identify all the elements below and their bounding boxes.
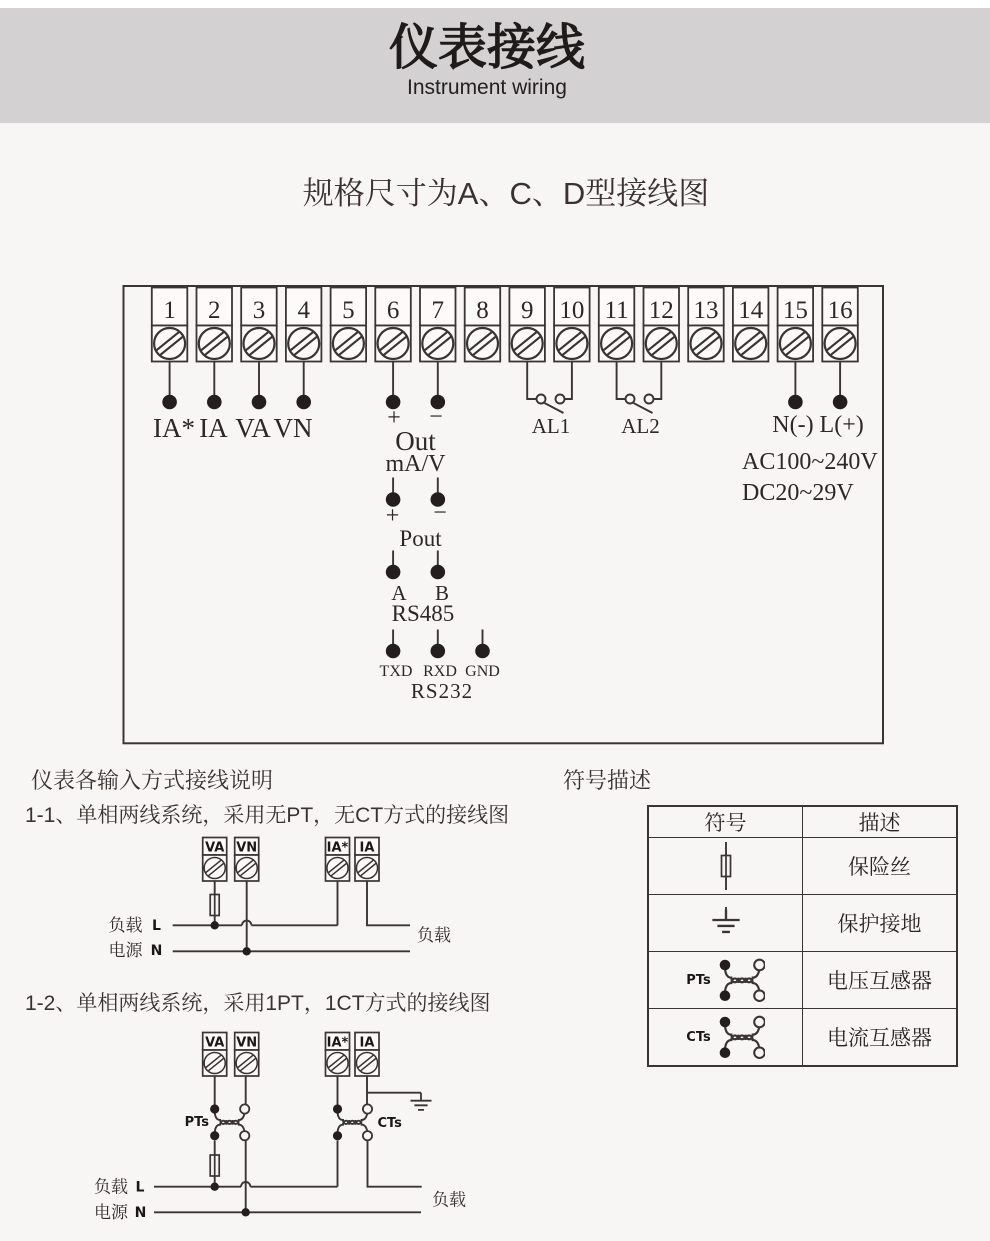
terminal-cell	[203, 838, 227, 882]
rs232-pins	[386, 630, 490, 659]
source-label: 电源	[94, 1203, 128, 1222]
gnd-label: GND	[465, 663, 500, 680]
out-unit: mA/V	[385, 451, 446, 477]
terminal-cell	[355, 838, 379, 882]
terminal-cell	[331, 288, 367, 362]
screw-icon	[422, 328, 453, 359]
screw-icon	[236, 857, 257, 878]
diagram-1-2	[94, 1033, 466, 1223]
power-ac-range: AC100~240V	[742, 449, 878, 475]
fuse-icon	[210, 895, 219, 916]
column-header-symbol: 符号	[648, 806, 803, 838]
terminal-cell	[235, 838, 259, 882]
fuse-icon	[711, 839, 741, 893]
table-row	[648, 952, 957, 1009]
pin-label-ia: IA	[199, 413, 228, 443]
terminal-cell	[420, 288, 456, 362]
terminal-cell	[644, 288, 680, 362]
terminal-cell	[375, 288, 411, 362]
txd-label: TXD	[379, 663, 413, 680]
svg-text:10: 10	[559, 297, 585, 324]
svg-text:5: 5	[342, 297, 355, 324]
desc-cell: 保护接地	[803, 895, 958, 952]
ia-wire-lower	[368, 1141, 422, 1187]
power-label: N(-) L(+)	[772, 412, 864, 438]
diagram-1-1-caption: 1-1、单相两线系统，采用无PT，无CT方式的接线图	[25, 804, 510, 827]
screw-icon	[327, 857, 348, 878]
svg-text:3: 3	[252, 297, 266, 324]
screw-icon	[236, 1052, 257, 1073]
svg-text:VA: VA	[205, 840, 225, 856]
protective-earth-icon	[411, 1093, 432, 1110]
table-header-row	[648, 806, 957, 838]
voltage-transformer-icon	[210, 1104, 249, 1140]
screw-icon	[244, 328, 275, 359]
line-l	[173, 881, 338, 925]
source-label: 电源	[108, 941, 143, 960]
fuse-icon	[210, 1155, 219, 1176]
protective-earth-icon	[706, 907, 746, 939]
page-subtitle-en: Instrument wiring	[407, 75, 567, 99]
terminal-cell	[778, 288, 814, 362]
svg-text:9: 9	[520, 297, 534, 324]
pout-label: Pout	[399, 526, 442, 551]
pin-label-vn: VN	[273, 413, 313, 443]
screw-icon	[467, 328, 498, 359]
pin-label-va: VA	[235, 413, 271, 443]
svg-text:VN: VN	[236, 1035, 258, 1051]
symbol-table	[647, 805, 958, 1067]
svg-text:VN: VN	[236, 840, 258, 856]
screw-icon	[204, 857, 225, 878]
current-transformer-icon	[717, 1014, 765, 1060]
wiring-section-title: 仪表各输入方式接线说明	[31, 768, 274, 793]
spec-heading: 规格尺寸为A、C、D型接线图	[302, 176, 710, 211]
current-transformer-icon	[333, 1104, 372, 1140]
svg-text:16: 16	[827, 297, 853, 324]
pout-plus: +	[385, 503, 400, 529]
terminal-cell	[554, 288, 590, 362]
table-row	[648, 838, 957, 895]
alarm2-label: AL2	[621, 414, 660, 438]
svg-text:13: 13	[693, 297, 719, 324]
ct-label: CTs	[377, 1116, 402, 1131]
out-label: Out	[395, 426, 436, 456]
svg-text:8: 8	[476, 297, 489, 324]
screw-icon	[601, 328, 632, 359]
svg-text:VA: VA	[205, 1035, 225, 1051]
power-dc-range: DC20~29V	[742, 480, 854, 506]
neutral-n-label: N	[150, 943, 163, 959]
screw-icon	[646, 328, 677, 359]
terminal-cell	[152, 288, 188, 362]
symbol-table-title: 符号描述	[563, 768, 652, 793]
terminal-cell	[235, 1033, 259, 1077]
terminal-cell	[197, 288, 233, 362]
terminal-cell	[509, 288, 545, 362]
svg-text:IA*: IA*	[326, 840, 349, 856]
screw-icon	[378, 328, 409, 359]
neutral-n-label: N	[134, 1205, 147, 1221]
pin-label-ia-star: IA*	[153, 413, 195, 443]
terminal-cell	[326, 1033, 350, 1077]
desc-cell: 电压互感器	[803, 952, 958, 1009]
ct-label: CTs	[686, 1029, 711, 1045]
svg-text:14: 14	[738, 297, 764, 324]
svg-text:7: 7	[431, 297, 445, 324]
screw-icon	[204, 1052, 225, 1073]
out-minus: −	[429, 404, 443, 430]
alarm1-contact	[527, 362, 572, 414]
diagram-1-1	[109, 838, 452, 961]
screw-icon	[327, 1052, 348, 1073]
svg-text:11: 11	[604, 297, 629, 324]
terminal-cell	[286, 288, 322, 362]
screw-icon	[333, 328, 364, 359]
symbol-cell	[648, 952, 803, 1009]
terminal-cell	[203, 1033, 227, 1077]
load-right-label: 负载	[417, 926, 451, 945]
screw-icon	[556, 328, 587, 359]
pt-label: PTs	[686, 972, 711, 988]
desc-cell: 电流互感器	[803, 1009, 958, 1067]
table-row	[648, 1009, 957, 1067]
rs485-a-label: A	[391, 581, 407, 605]
screw-icon	[356, 857, 377, 878]
screw-icon	[735, 328, 766, 359]
rs485-label: RS485	[391, 601, 455, 626]
page-title: 仪表接线	[388, 21, 585, 75]
ia-wire	[367, 881, 410, 925]
rs232-label: RS232	[410, 679, 474, 703]
table-row	[648, 895, 957, 952]
screw-icon	[780, 328, 811, 359]
column-header-desc: 描述	[803, 806, 958, 838]
svg-text:IA: IA	[359, 1035, 375, 1051]
symbol-cell	[648, 838, 803, 895]
symbol-cell	[648, 895, 803, 952]
line-l-label: L	[135, 1179, 145, 1196]
terminal-cell	[241, 288, 277, 362]
svg-text:IA*: IA*	[326, 1035, 349, 1051]
screw-icon	[154, 328, 185, 359]
load-left-label: 负载	[108, 916, 143, 935]
svg-text:1: 1	[163, 297, 176, 324]
out-plus: +	[387, 405, 401, 431]
screw-icon	[512, 328, 543, 359]
screw-icon	[825, 328, 856, 359]
svg-text:4: 4	[297, 297, 310, 324]
terminal-cell	[599, 288, 635, 362]
svg-text:2: 2	[208, 297, 221, 324]
rs485-b-label: B	[434, 581, 450, 605]
load-left-label: 负载	[94, 1177, 128, 1197]
terminal-cell	[355, 1033, 379, 1077]
voltage-transformer-icon	[717, 957, 765, 1003]
rs485-pins	[386, 551, 445, 580]
svg-text:IA: IA	[359, 840, 375, 856]
terminal-cell	[326, 838, 350, 882]
screw-icon	[356, 1052, 377, 1073]
terminal-cell	[465, 288, 501, 362]
terminal-cell	[688, 288, 724, 362]
screw-icon	[691, 328, 722, 359]
load-right-label: 负载	[432, 1190, 466, 1210]
pt-label: PTs	[184, 1115, 209, 1130]
terminal-cell	[733, 288, 769, 362]
screw-icon	[199, 328, 230, 359]
terminal-cell	[822, 288, 858, 362]
alarm1-label: AL1	[531, 414, 571, 438]
terminal-block	[124, 286, 884, 743]
symbol-cell	[648, 1009, 803, 1067]
screw-icon	[288, 328, 319, 359]
diagram-1-2-caption: 1-2、单相两线系统，采用1PT，1CT方式的接线图	[25, 992, 491, 1015]
alarm2-contact	[617, 362, 662, 414]
pout-minus: −	[433, 500, 447, 526]
desc-cell: 保险丝	[803, 838, 958, 895]
svg-text:15: 15	[782, 297, 808, 324]
rxd-label: RXD	[423, 663, 457, 680]
svg-text:12: 12	[648, 297, 674, 324]
terminal-pins	[162, 362, 847, 410]
line-l-label: L	[152, 918, 161, 934]
svg-text:6: 6	[386, 297, 400, 324]
